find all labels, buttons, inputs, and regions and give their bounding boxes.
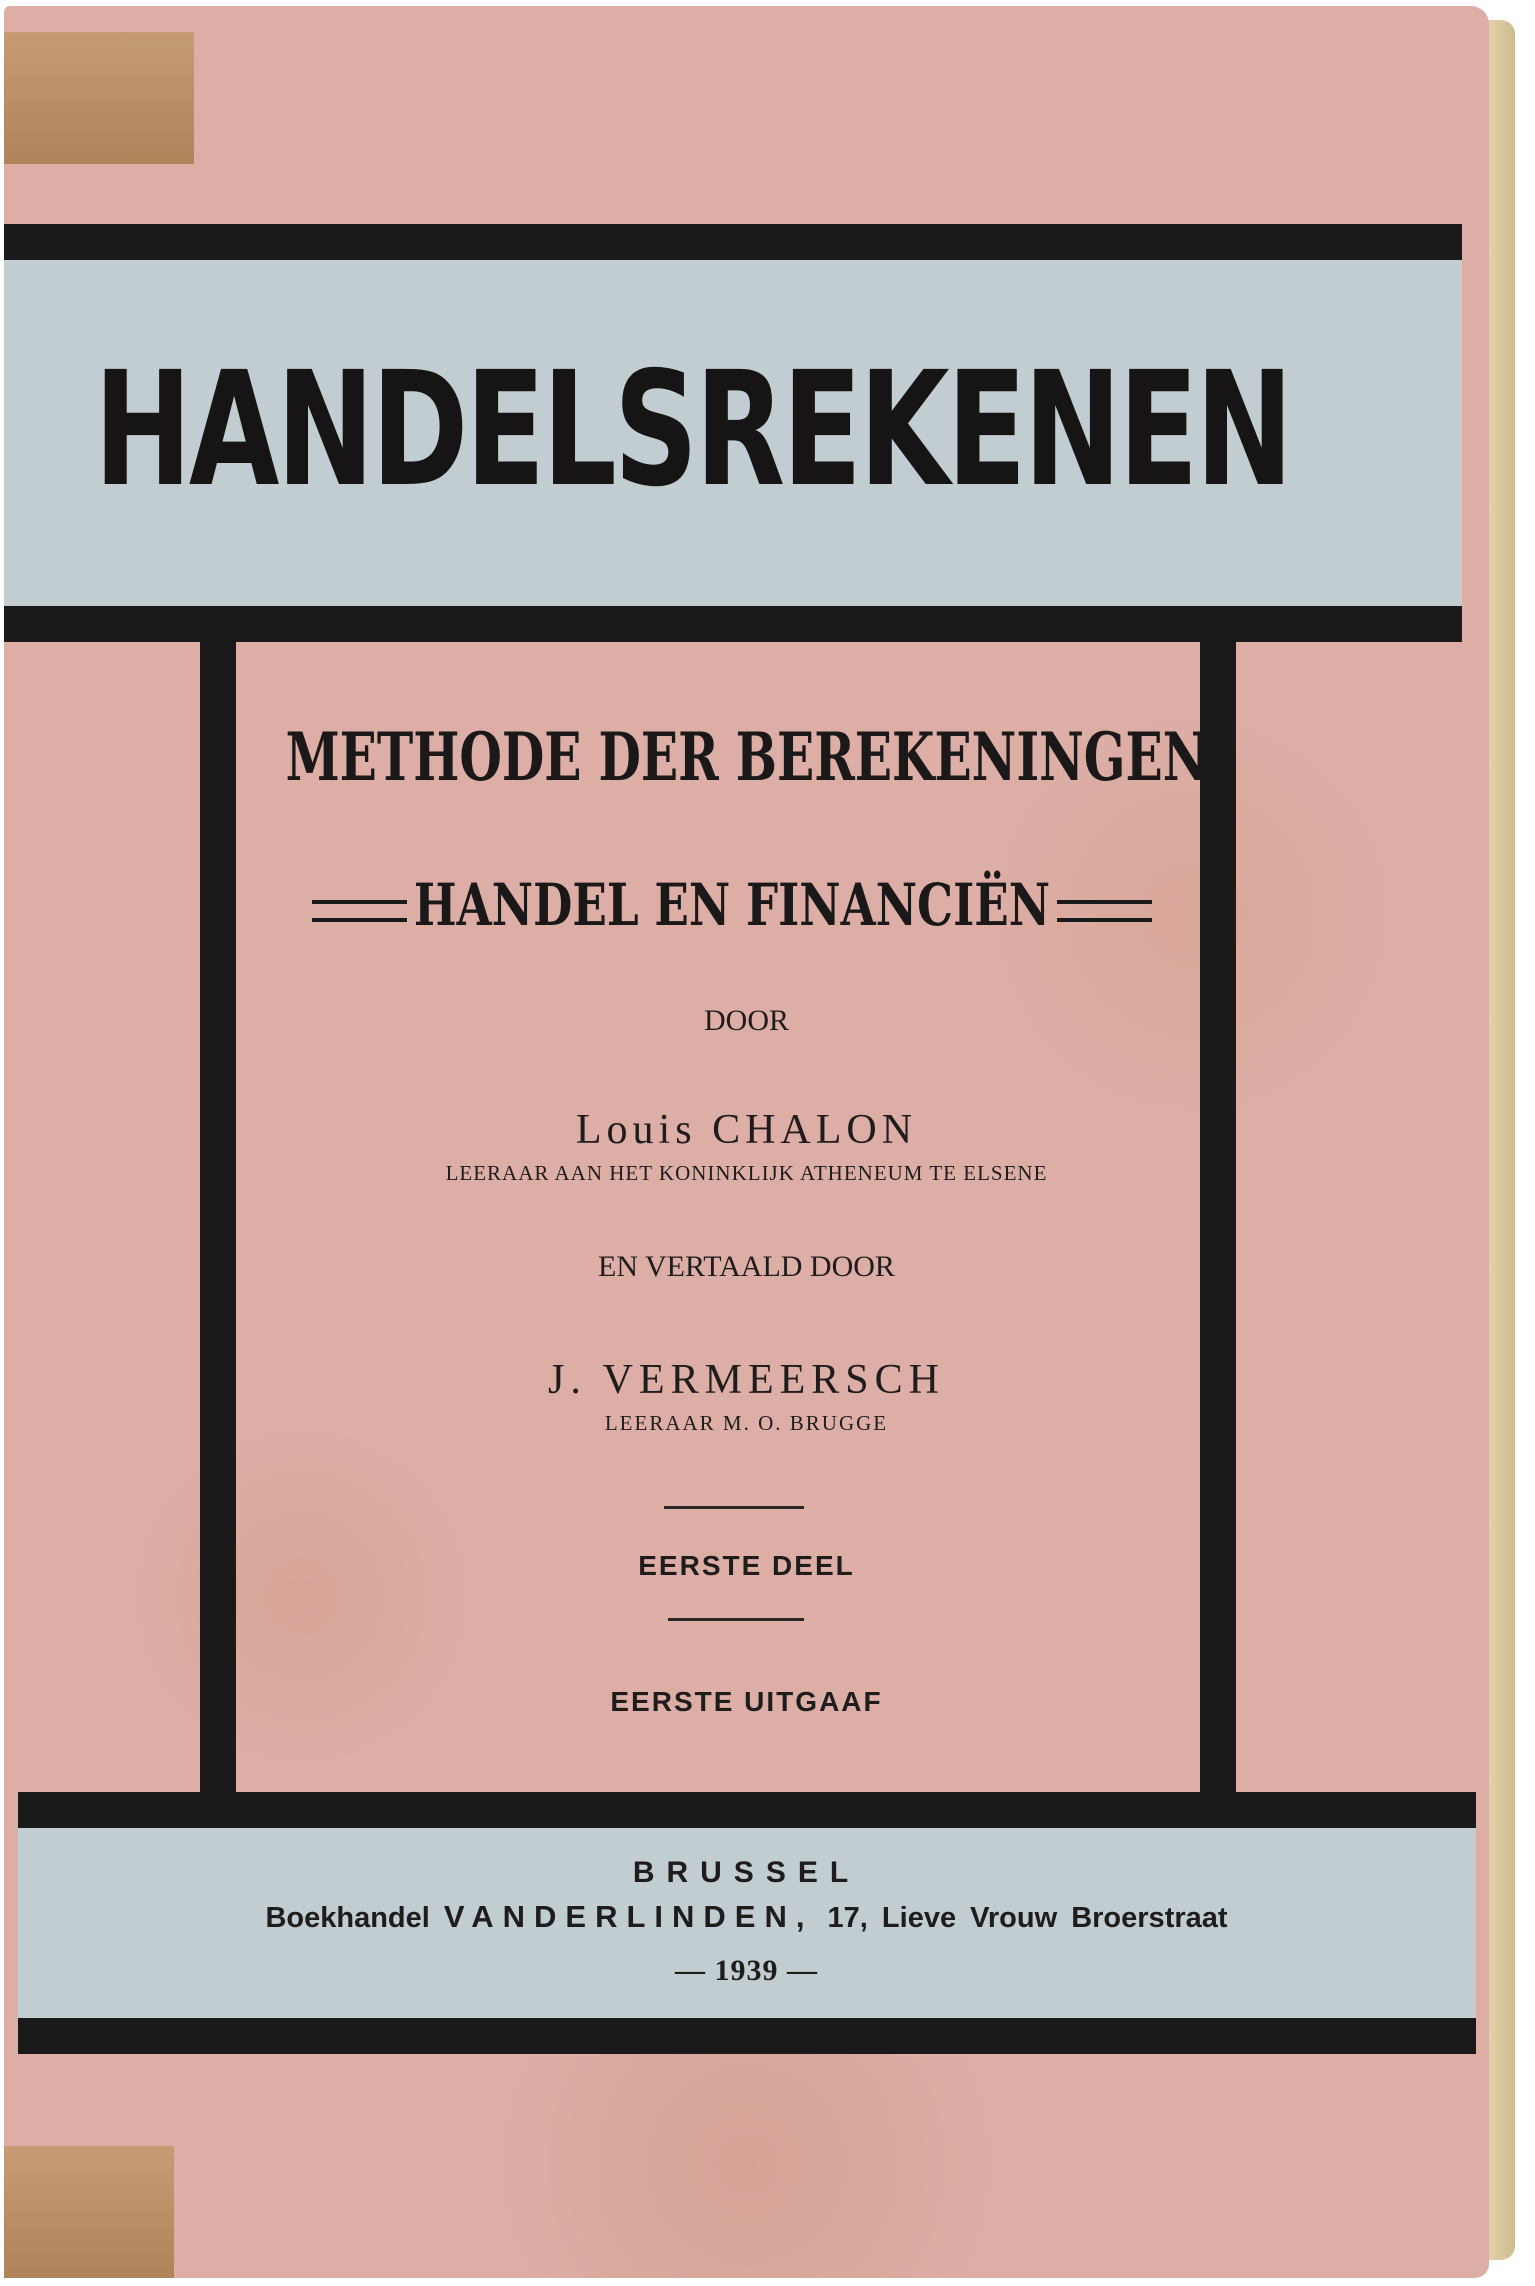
- tape-top-left: [4, 32, 194, 164]
- author-role: LEERAAR AAN HET KONINKLIJK ATHENEUM TE ELSENE: [445, 1161, 1048, 1185]
- tape-bottom-left: [4, 2146, 174, 2278]
- publisher-name: VANDERLINDEN,: [443, 1899, 814, 1934]
- top-band-lower-rule: [4, 606, 1462, 642]
- frame-right-line: [1200, 642, 1236, 1792]
- frame-left-line: [200, 642, 236, 1792]
- imprint-year: — 1939 —: [675, 1954, 818, 1987]
- by-label: DOOR: [703, 1004, 789, 1037]
- author-name: Louis CHALON: [575, 1107, 918, 1153]
- book-subject: HANDEL EN FINANCIËN: [413, 871, 1051, 939]
- edition-label: EERSTE UITGAAF: [610, 1686, 883, 1717]
- imprint-publisher: [4, 1899, 1489, 1935]
- book-subtitle: METHODE DER BEREKENINGEN: [285, 718, 1208, 796]
- double-rule-right: [1057, 900, 1152, 922]
- translator-role: LEERAAR M. O. BRUGGE: [604, 1411, 889, 1435]
- book-cover: [4, 6, 1489, 2278]
- translator-name: J. VERMEERSCH: [548, 1357, 945, 1403]
- bottom-band-lower-rule: [18, 2018, 1476, 2054]
- rule-above-part: [664, 1506, 804, 1509]
- part-label: EERSTE DEEL: [638, 1550, 855, 1581]
- bottom-band-upper-rule: [18, 1792, 1476, 1828]
- top-band-upper-rule: [4, 224, 1462, 260]
- translated-by-label: EN VERTAALD DOOR: [598, 1250, 895, 1283]
- book-title: HANDELSREKENEN: [94, 338, 1291, 522]
- double-rule-left: [312, 900, 407, 922]
- bookshop-label: Boekhandel: [265, 1902, 430, 1934]
- rule-below-part: [668, 1618, 804, 1621]
- publisher-address: 17, Lieve Vrouw Broerstraat: [827, 1902, 1228, 1934]
- imprint-city: BRUSSEL: [632, 1856, 861, 1889]
- subject-row: [312, 871, 1152, 946]
